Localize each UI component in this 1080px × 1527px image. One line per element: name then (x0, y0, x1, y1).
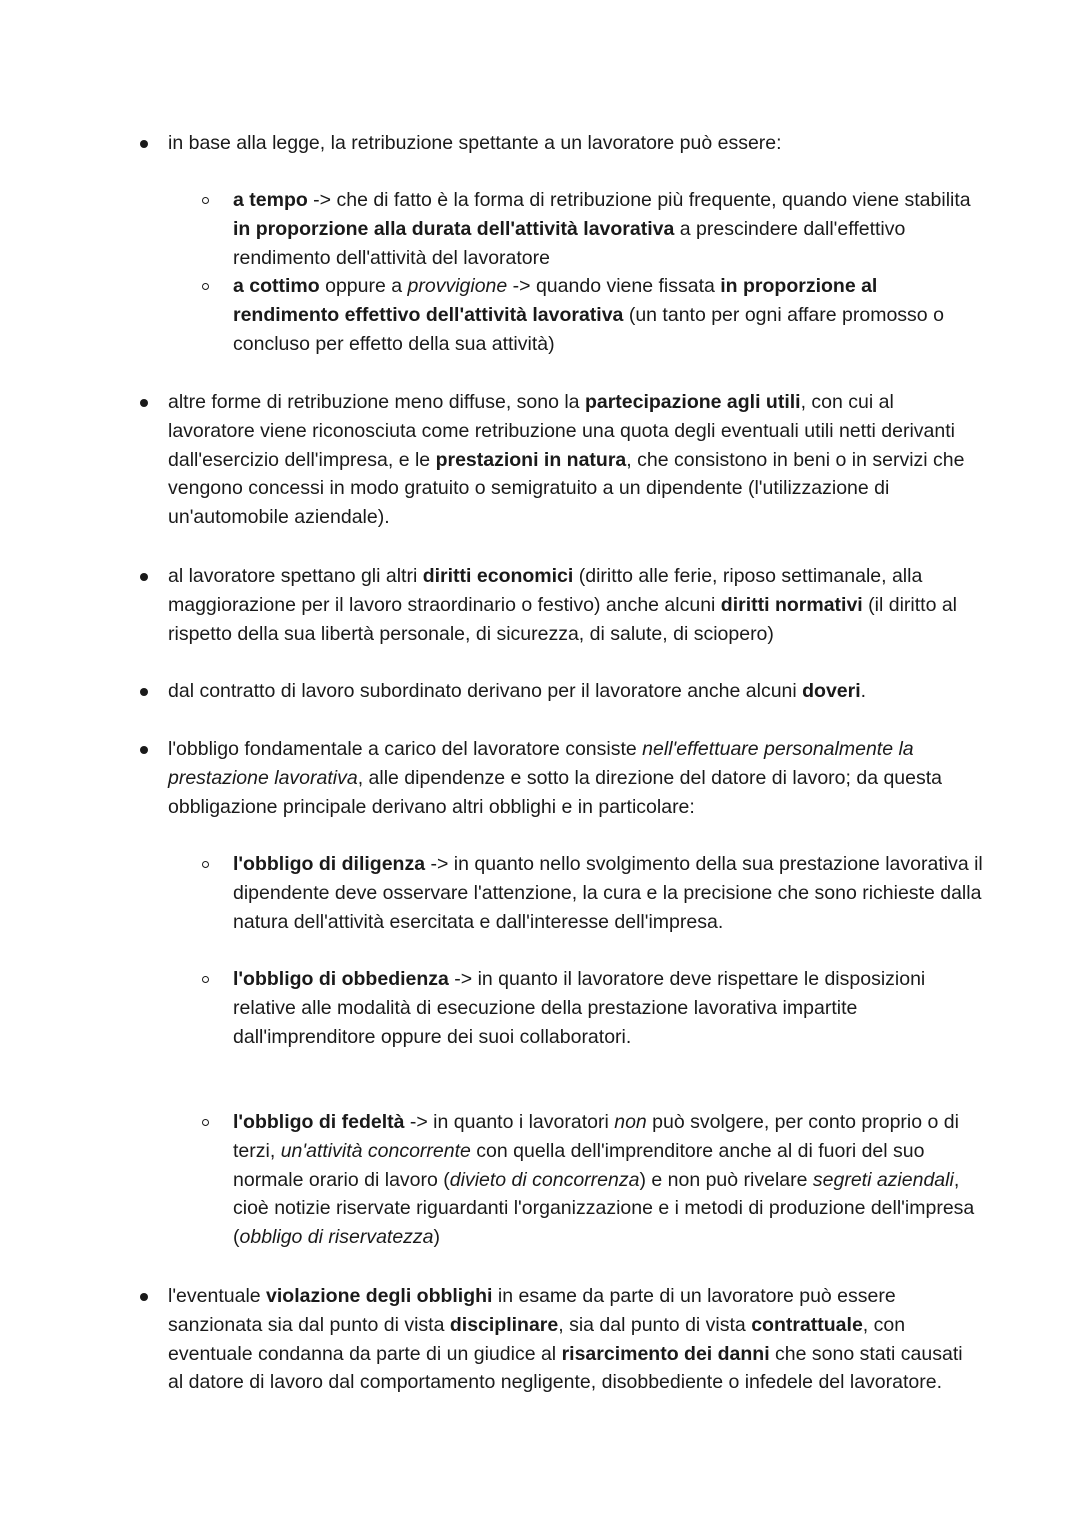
bold-text: disciplinare (449, 1313, 559, 1336)
bold-text: violazione degli obblighi (266, 1285, 493, 1307)
bold-text: in proporzione al rendimento effettivo dell'attività lavorativa (233, 275, 878, 326)
bold-text: l'obbligo di fedeltà (233, 1111, 405, 1133)
sub-bullet-item (233, 186, 988, 272)
bullet-item (168, 735, 983, 821)
bold-text: l'obbligo di diligenza (233, 853, 426, 875)
text-segment: altre forme di retribuzione meno diffuse, sono la (168, 391, 585, 413)
bold-text: diritti normativi (720, 593, 863, 616)
sub-bullet-circle (202, 283, 209, 290)
bold-text: in proporzione alla durata dell'attività lavorativa (233, 217, 675, 240)
text-segment: ) (433, 1226, 441, 1249)
bullet-dot (140, 140, 148, 148)
bullet-text (168, 129, 983, 158)
text-segment: con quella dell'imprenditore anche al di fuori del suo normale orario di lavoro ( (233, 1139, 925, 1191)
text-segment: -> in quanto i lavoratori (404, 1111, 615, 1133)
bold-text: l'obbligo di obbedienza (233, 968, 449, 990)
sub-bullet-text (233, 965, 988, 1051)
bold-text: prestazioni in natura (435, 448, 627, 471)
bold-text: partecipazione agli utili (584, 391, 801, 413)
text-segment: , con eventuale condanna da parte di un giudice al (168, 1313, 906, 1365)
bold-text: a tempo (233, 189, 308, 211)
text-segment: che sono stati causati al datore di lavoro dal comportamento negligente, disobbediente o infedele del lavoratore. (168, 1342, 963, 1394)
text-segment: al lavoratore spettano gli altri (168, 565, 423, 587)
bullet-item (168, 129, 983, 158)
bullet-item (168, 1282, 983, 1397)
italic-text: un'attività concorrente (280, 1139, 471, 1162)
text-segment: , con cui al lavoratore viene riconosciuta come retribuzione una quota degli eventuali utili netti derivanti dall'esercizio dell'impresa, e le (168, 391, 955, 471)
italic-text: nell'effettuare personalmente la prestazione lavorativa (168, 738, 914, 789)
text-segment: (un tanto per ogni affare promosso o concluso per effetto della sua attività) (233, 303, 944, 355)
bold-text: doveri (802, 680, 861, 702)
italic-text: provvigione (407, 275, 508, 297)
text-segment: in base alla legge, la retribuzione spettante a un lavoratore può essere: (168, 132, 782, 154)
bullet-dot (140, 573, 148, 581)
bullet-text (168, 677, 983, 706)
sub-bullet-item (233, 1108, 988, 1252)
sub-bullet-text (233, 272, 988, 358)
bullet-text (168, 1282, 983, 1397)
text-segment: -> in quanto nello svolgimento della sua prestazione lavorativa il dipendente deve osservare l'attenzione, la cura e la precisione che sono richieste dalla natura dell'attività esercitata e dall'interesse dell'impresa. (233, 853, 983, 933)
text-segment: , cioè notizie riservate riguardanti l'organizzazione e i metodi di produzione dell'impresa ( (233, 1168, 975, 1249)
text-segment: , sia dal punto di vista (558, 1313, 752, 1336)
sub-bullet-circle (202, 976, 209, 983)
sub-bullet-item (233, 850, 988, 936)
bullet-item (168, 388, 983, 532)
text-segment: oppure a (319, 275, 408, 297)
bold-text: contrattuale (751, 1313, 863, 1336)
text-segment: -> in quanto il lavoratore deve rispettare le disposizioni relative alle modalità di esecuzione della prestazione lavorativa impartite dall'imprenditore oppure dei suoi collaboratori. (233, 968, 926, 1048)
sub-bullet-circle (202, 197, 209, 204)
sub-bullet-circle (202, 861, 209, 868)
text-segment: può svolgere, per conto proprio o di terzi, (233, 1111, 959, 1162)
sub-bullet-item (233, 272, 988, 358)
text-segment: l'eventuale (168, 1285, 267, 1307)
bold-text: risarcimento dei danni (561, 1342, 770, 1365)
text-segment: dal contratto di lavoro subordinato derivano per il lavoratore anche alcuni (168, 680, 803, 702)
text-segment: -> quando viene fissata (507, 275, 721, 297)
sub-bullet-text (233, 1108, 988, 1252)
italic-text: segreti aziendali (812, 1168, 954, 1191)
text-segment: in esame da parte di un lavoratore può essere sanzionata sia dal punto di vista (168, 1285, 896, 1336)
sub-bullet-circle (202, 1119, 209, 1126)
bullet-item (168, 562, 983, 648)
text-segment: a prescindere dall'effettivo rendimento dell'attività del lavoratore (233, 217, 906, 269)
bold-text: a cottimo (233, 275, 320, 297)
bullet-dot (140, 1293, 148, 1301)
text-segment: , che consistono in beni o in servizi che vengono concessi in modo gratuito o semigratuito a un dipendente (l'utilizzazione di un'automobile aziendale). (168, 448, 965, 529)
sub-bullet-text (233, 850, 988, 936)
bullet-dot (140, 688, 148, 696)
italic-text: non (614, 1111, 647, 1133)
text-segment: l'obbligo fondamentale a carico del lavoratore consiste (168, 738, 643, 760)
sub-bullet-text (233, 186, 988, 272)
bold-text: diritti economici (422, 565, 574, 587)
bullet-dot (140, 399, 148, 407)
bullet-item (168, 677, 983, 706)
text-segment: ) e non può rivelare (639, 1168, 813, 1191)
italic-text: obbligo di riservatezza (239, 1226, 434, 1249)
text-segment: . (860, 680, 867, 702)
bullet-text (168, 388, 983, 532)
bullet-dot (140, 746, 148, 754)
text-segment: (il diritto al rispetto della sua libertà personale, di sicurezza, di salute, di sciopero) (168, 593, 958, 645)
bullet-text (168, 735, 983, 821)
text-segment: , alle dipendenze e sotto la direzione del datore di lavoro; da questa obbligazione principale derivano altri obblighi e in particolare: (168, 766, 943, 818)
sub-bullet-item (233, 965, 988, 1051)
text-segment: -> che di fatto è la forma di retribuzione più frequente, quando viene stabilita (307, 189, 971, 211)
text-segment: (diritto alle ferie, riposo settimanale, alla maggiorazione per il lavoro straordinario o festivo) anche alcuni (168, 565, 923, 616)
italic-text: divieto di concorrenza (449, 1168, 640, 1191)
bullet-text (168, 562, 983, 648)
